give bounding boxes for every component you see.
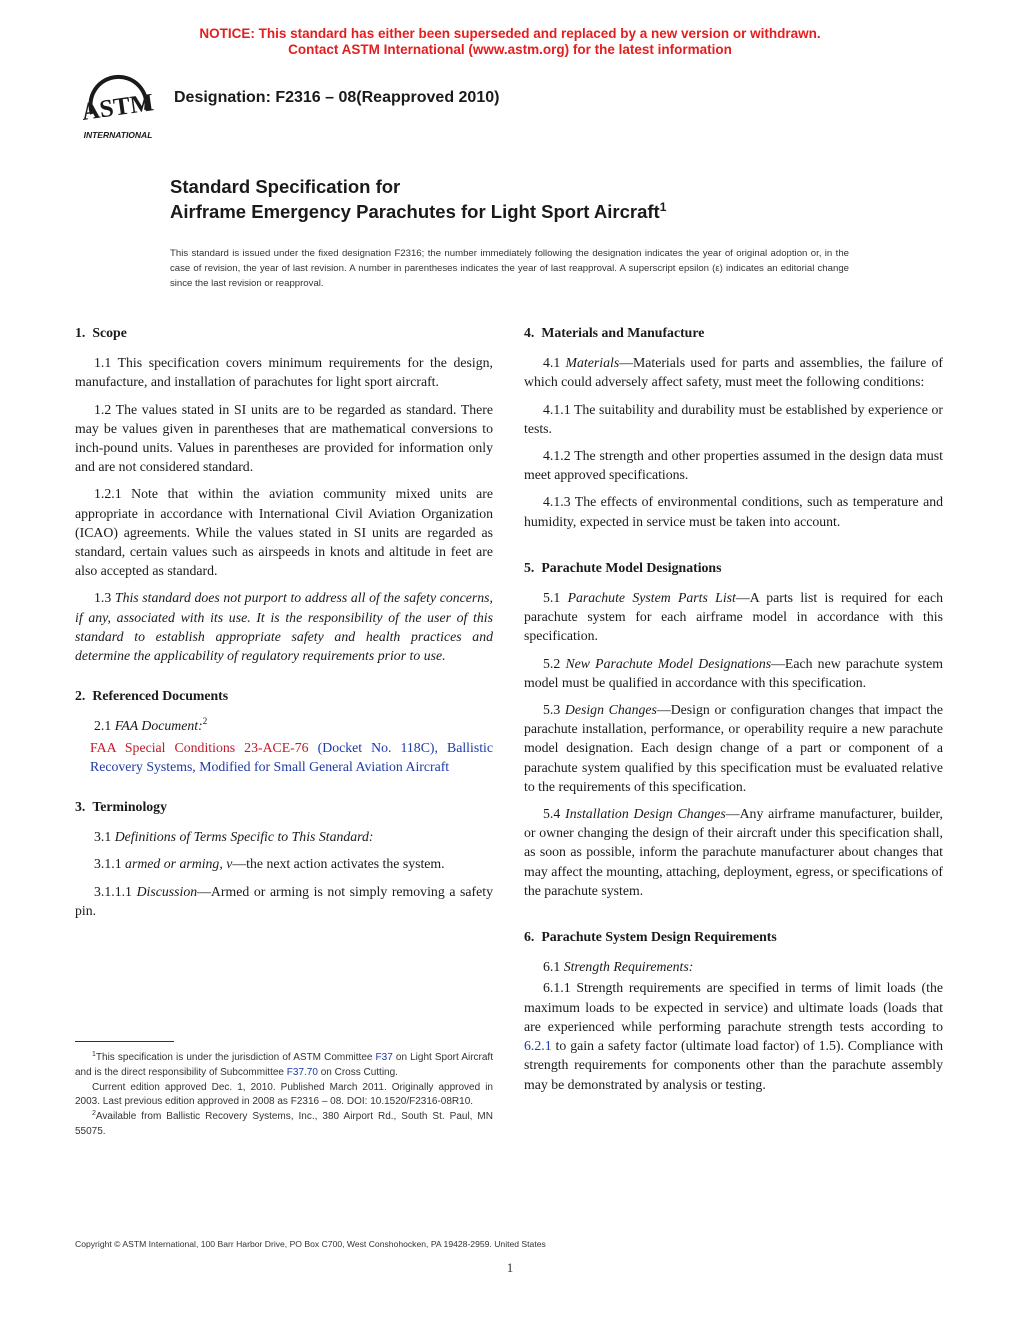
paragraph-text: —Each new parachute system model must be qualified in accordance with this specification. <box>524 655 943 690</box>
document-title <box>170 174 666 224</box>
defined-term: Materials <box>565 355 620 371</box>
section-title: Parachute Model Designations <box>541 559 722 575</box>
paragraph-number: 5.1 <box>543 590 561 606</box>
paragraph-1-2-1: 1.2.1 Note that within the aviation community mixed units are appropriate in accordance with International Civil Aviation Organization (ICAO) agreements. While the values stated in SI units are regarded as standard, certain values such as airspeeds in knots and altitude in feet are also accepted as standard. <box>75 486 493 579</box>
section-3-heading <box>75 797 493 816</box>
footnote-text: on Cross Cutting. <box>317 1066 398 1078</box>
referenced-document-link[interactable] <box>58 738 493 776</box>
footnote-mark: 2 <box>92 1110 96 1118</box>
footnote-edition: Current edition approved Dec. 1, 2010. Published March 2011. Originally approved in 2003. Last previous edition approved in 2008 as F2316 – 08. DOI: 10.1520/F2316-08R10. <box>75 1081 493 1108</box>
paragraph-3-1-1-1 <box>75 882 493 920</box>
footnote-text: Available from Ballistic Recovery Systems, Inc., 380 Airport Rd., South St. Paul, MN 55075. <box>75 1111 493 1137</box>
paragraph-1-1: 1.1 This specification covers minimum requirements for the design, manufacture, and installation of parachutes for light sport aircraft. <box>75 355 493 390</box>
paragraph-text: Definitions of Terms Specific to This Standard: <box>114 829 374 845</box>
paragraph-text: This standard does not purport to address all of the safety concerns, if any, associated with its use. It is the responsibility of the user of this standard to establish appropriate safety and health practices and determine the applicability of regulatory requirements prior to use. <box>75 590 493 664</box>
paragraph-text: 6.1.1 Strength requirements are specified in terms of limit loads (the maximum loads to be expected in service) and ultimate loads (loads that are experienced while performing parachute strength tests according to <box>524 980 943 1034</box>
subcommittee-link-f37-70[interactable]: F37.70 <box>286 1066 318 1078</box>
title-line-1: Standard Specification for <box>170 176 401 197</box>
paragraph-number: 6.1 <box>543 959 561 975</box>
paragraph-4-1 <box>524 353 943 391</box>
paragraph-4-1-3: 4.1.3 The effects of environmental conditions, such as temperature and humidity, expected in service must be taken into account. <box>524 494 943 529</box>
footnote-text: This specification is under the jurisdiction of ASTM Committee <box>95 1052 376 1063</box>
section-number: 1. <box>75 325 86 340</box>
paragraph-5-3 <box>524 700 943 796</box>
footnote-mark: 1 <box>92 1051 96 1058</box>
paragraph-text: —Design or configuration changes that impact the parachute installation, performance, or operability require a new parachute model designation. Each design change of a part or component of a parachute system qualified by this specification must be evaluated relative to the requirements of this specification. <box>524 702 943 794</box>
section-title: Scope <box>92 325 127 340</box>
paragraph-3-1-1 <box>75 854 493 873</box>
section-2-heading <box>75 686 493 705</box>
paragraph-4-1-1: 4.1.1 The suitability and durability must be established by experience or tests. <box>524 401 943 436</box>
paragraph-6-1-1 <box>524 978 943 1093</box>
left-column <box>75 323 493 928</box>
committee-link-f37[interactable]: F37 <box>375 1052 393 1063</box>
section-title: Terminology <box>92 799 167 815</box>
section-1-heading <box>75 323 493 342</box>
title-line-2 <box>170 199 666 224</box>
defined-term: Installation Design Changes <box>565 806 726 822</box>
paragraph-text: —A parts list is required for each parachute system for each airframe model in accordance with this specification. <box>524 590 943 644</box>
footnote-1 <box>75 1051 493 1081</box>
intro-paragraph: This standard is issued under the fixed designation F2316; the number immediately following the designation indicates the year of original adoption or, in the case of revision, the year of last revision. A number in parentheses indicates the year of last reapproval. A superscript epsilon (ε) indicates an editorial change since the last revision or reapproval. <box>170 248 849 289</box>
paragraph-number: 5.4 <box>543 806 561 822</box>
section-5-heading <box>524 558 943 577</box>
footnote-2 <box>75 1110 493 1140</box>
notice-line-2: Contact ASTM International (www.astm.org) for the latest information <box>288 42 732 57</box>
paragraph-number: 3.1.1 <box>94 856 122 872</box>
section-title: Referenced Documents <box>92 688 229 704</box>
paragraph-text: —Materials used for parts and assemblies, the failure of which could adversely affect safety, must meet the following conditions: <box>524 355 943 390</box>
paragraph-1-2: 1.2 The values stated in SI units are to be regarded as standard. There may be values given in parentheses that are mathematical conversions to inch-pound units. Values in parentheses are provided for information only and are not considered standard. <box>75 401 493 475</box>
section-title: Materials and Manufacture <box>541 325 705 340</box>
notice-line-1: NOTICE: This standard has either been superseded and replaced by a new version or withdrawn. <box>199 26 821 41</box>
section-title: Parachute System Design Requirements <box>541 929 777 945</box>
paragraph-number: 5.2 <box>543 655 561 671</box>
paragraph-5-4 <box>524 804 943 900</box>
spacer <box>524 908 943 927</box>
defined-term: armed or arming, v <box>125 856 233 872</box>
paragraph-text: FAA Document: <box>114 718 203 734</box>
paragraph-number: 1.3 <box>94 590 112 606</box>
paragraph-number: 3.1 <box>94 829 112 845</box>
footnote-mark: 2 <box>202 716 208 727</box>
section-number: 4. <box>524 325 535 340</box>
paragraph-5-1 <box>524 588 943 646</box>
spacer <box>75 673 493 686</box>
paragraph-1-3 <box>75 588 493 665</box>
section-number: 2. <box>75 688 86 704</box>
astm-logo <box>72 70 164 142</box>
paragraph-text: —Armed or arming is not simply removing a safety pin. <box>75 883 493 918</box>
paragraph-6-1 <box>524 957 943 976</box>
designation: Designation: F2316 – 08(Reapproved 2010) <box>174 89 500 106</box>
defined-term: Parachute System Parts List <box>567 590 736 606</box>
footnote-divider <box>75 1041 174 1042</box>
paragraph-number: 2.1 <box>94 718 112 734</box>
paragraph-number: 4.1 <box>543 355 561 371</box>
spacer <box>524 539 943 558</box>
section-number: 6. <box>524 929 535 945</box>
defined-term: Design Changes <box>564 702 657 718</box>
reference-title[interactable]: FAA Special Conditions 23-ACE-76 <box>90 739 309 755</box>
spacer <box>75 784 493 797</box>
paragraph-2-1 <box>75 716 493 735</box>
paragraph-4-1-2: 4.1.2 The strength and other properties assumed in the design data must meet approved specifications. <box>524 448 943 483</box>
section-number: 3. <box>75 799 86 815</box>
defined-term: New Parachute Model Designations <box>565 655 772 671</box>
paragraph-3-1 <box>75 827 493 846</box>
section-6-heading <box>524 927 943 946</box>
paragraph-text: —the next action activates the system. <box>232 856 445 872</box>
title-line-2-text: Airframe Emergency Parachutes for Light Sport Aircraft <box>170 201 660 222</box>
defined-term: Discussion <box>136 883 198 899</box>
paragraph-text: to gain a safety factor (ultimate load factor) of 1.5). Compliance with strength requirements for components other than the parachute assembly may be demonstrated by analysis or testing. <box>524 1038 943 1092</box>
footnotes <box>75 1051 493 1140</box>
copyright-line: Copyright © ASTM International, 100 Barr Harbor Drive, PO Box C700, West Conshohocken, PA 19428-2959. United States <box>75 1239 546 1249</box>
reference-detail[interactable]: (Docket No. 118C), Ballistic Recovery Systems, Modified for Small General Aviation Aircraft <box>90 739 493 774</box>
paragraph-text: Strength Requirements: <box>563 959 694 975</box>
notice-banner <box>0 26 1020 58</box>
logo-text: ASTM <box>80 89 156 126</box>
section-4-heading <box>524 323 943 342</box>
logo-subtext: INTERNATIONAL <box>83 130 153 140</box>
paragraph-text: —Any airframe manufacturer, builder, or owner changing the design of their aircraft under this specification shall, as soon as possible, inform the parachute manufacturer about changes that may affect the mounting, attaching, deployment, egress, or specifications of the parachute system. <box>524 806 943 898</box>
page-number: 1 <box>506 1260 514 1275</box>
right-column <box>524 323 943 1102</box>
footnote-text: on Light Sport Aircraft and is the direct responsibility of Subcommittee <box>75 1052 493 1078</box>
paragraph-5-2 <box>524 654 943 692</box>
title-footnote-mark: 1 <box>659 200 667 214</box>
paragraph-number: 3.1.1.1 <box>94 883 132 899</box>
paragraph-number: 5.3 <box>543 702 561 718</box>
section-number: 5. <box>524 559 535 575</box>
section-link-6-2-1[interactable]: 6.2.1 <box>524 1038 552 1054</box>
